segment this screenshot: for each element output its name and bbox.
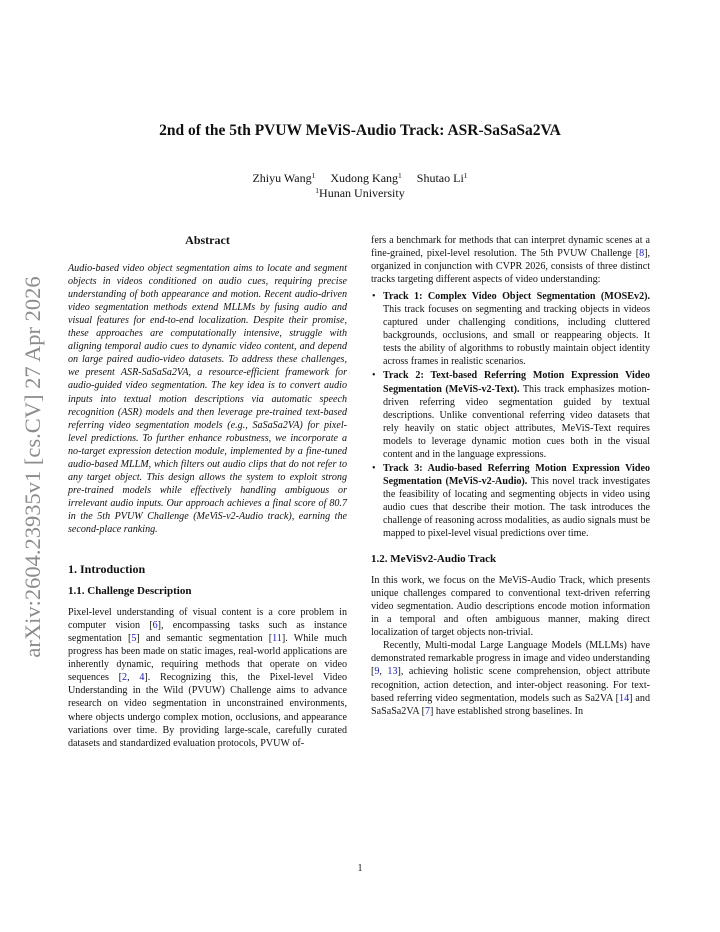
author: Shutao Li$^1$ xyxy=(416,171,468,185)
left-column xyxy=(68,234,347,750)
citation-link[interactable]: 6 xyxy=(152,620,158,632)
citation-link[interactable]: 9 xyxy=(374,666,380,678)
citation-link[interactable]: 8 xyxy=(639,248,645,260)
author: Zhiyu Wang$^1$ xyxy=(252,171,316,185)
abstract-text: Audio-based video object segmentation aims to locate and segment objects in videos conditioned on audio cues, requiring precise understanding of both appearance and motion. Recent audio-driven video segmentation methods extend MLLMs by fusing audio and visual features for end-to-end localization. Despite their promise, these approaches are computationally intensive, struggle with aligning temporal audio cues to dynamic video content, and depend on large paired audio-video datasets. To address these challenges, we present ASR-SaSaSa2VA, a resource-efficient framework for audio-guided video segmentation. The key idea is to convert audio inputs into textual motion descriptions via automatic speech recognition (ASR) models and then leverage pre-trained text-based referring video segmentation models (e.g., SaSaSa2VA) for pixel-level predictions. To further enhance robustness, we incorporate a no-target expression detection module, implemented by a fine-tuned audio-based MLLM, which filters out audio clips that do not refer to any target object. This design allows the system to exploit strong pre-trained models while effectively handling ambiguous or irrelevant audio inputs. Our approach achieves a final score of 80.7 in the 5th PVUW Challenge (MeViS-v2-Audio track), earning the second-place ranking. xyxy=(68,263,347,535)
track-description: This novel track investigates the feasibility of locating and segmenting objects in video using audio cues that describe their motion. The task introduces the challenge of reasoning across modalities, as audio signals must be mapped to pixel-level visual predictions over time. xyxy=(383,475,651,540)
citation-link[interactable]: 13 xyxy=(387,666,398,678)
citation-link[interactable]: 5 xyxy=(131,633,137,645)
author: Xudong Kang$^1$ xyxy=(330,171,402,185)
track-item xyxy=(371,369,650,460)
track-description: This track focuses on segmenting and tracking objects in videos captured under challenging conditions, including cluttered backgrounds, occlusions, and small or reappearing objects. It tests the ability of algorithms to robustly maintain object identity across frames in realistic scenarios. xyxy=(383,304,650,368)
track-description: This track emphasizes motion-driven referring video segmentation guided by textual descriptions. Unlike conventional referring video datasets that rely heavily on static object attributes, MeViS-Text requires models to leverage dynamic motion cues both in the visual content and in the language expressions. xyxy=(383,383,650,460)
bullet: • xyxy=(372,291,376,303)
track-title: Track 3: Audio-based Referring Motion Expression Video Segmentation (MeViS-v2-Audio). xyxy=(383,462,650,487)
bullet: • xyxy=(372,370,376,382)
arxiv-stamp-text: arXiv:2604.23935v1 [cs.CV] 27 Apr 2026 xyxy=(20,276,45,658)
abstract-heading: Abstract xyxy=(185,233,230,247)
challenge-track-list xyxy=(371,290,650,540)
affiliation: $^1$Hunan University xyxy=(315,186,405,200)
track-title: Track 1: Complex Video Object Segmentation (MOSEv2). xyxy=(383,291,650,303)
citation-link[interactable]: 2 xyxy=(122,672,128,684)
section-heading-introduction: 1. Introduction xyxy=(68,562,146,577)
author-list xyxy=(0,171,720,186)
citation-link[interactable]: 14 xyxy=(619,692,630,704)
subsection-heading-audio-track: 1.2. MeViSv2-Audio Track xyxy=(371,553,497,566)
mllm-paragraph: Recently, Multi-modal Large Language Models (MLLMs) have demonstrated remarkable progress in image and video understanding [9, 13], achieving holistic scene comprehension, object attribute recognition, action detection, and inter-object reasoning. For text-based referring video segmentation, models such as Sa2VA [14] and SaSaSa2VA [7] have established strong baselines. In xyxy=(371,640,651,717)
affiliation-mark: 1 xyxy=(311,171,316,180)
arxiv-identifier-stamp xyxy=(20,258,46,676)
affiliation-mark: 1 xyxy=(398,171,402,180)
intro-paragraph-continued: fers a benchmark for methods that can interpret dynamic scenes at a fine-grained, pixel-level resolution. The 5th PVUW Challenge [8], organized in conjunction with CVPR 2026, consists of three distinct tracks targeting different aspects of video understanding: xyxy=(371,235,650,286)
citation-link[interactable]: 11 xyxy=(272,633,282,645)
page-number: 1 xyxy=(357,863,363,874)
affiliation-mark: 1 xyxy=(463,171,468,180)
track-title: Track 2: Text-based Referring Motion Expression Video Segmentation (MeViS-v2-Text). xyxy=(383,370,650,395)
track-item xyxy=(371,462,650,540)
track-item xyxy=(371,290,650,368)
citation-link[interactable]: 7 xyxy=(424,705,430,717)
right-column xyxy=(371,234,650,718)
subsection-heading-challenge: 1.1. Challenge Description xyxy=(68,585,192,598)
citation-link[interactable]: 4 xyxy=(139,672,145,684)
author-block xyxy=(0,171,720,201)
paper-title: 2nd of the 5th PVUW MeViS-Audio Track: ASR-SaSaSa2VA xyxy=(159,122,561,139)
bullet: • xyxy=(372,462,376,474)
intro-paragraph: Pixel-level understanding of visual content is a core problem in computer vision [6], encompassing tasks such as instance segmentation [5] and semantic segmentation [11]. While much progress has been made on static images, real-world applications are inherently dynamic, requiring methods that operate on video sequences [2, 4]. Recognizing this, the Pixel-level Video Understanding in the Wild (PVUW) Challenge aims to advance research on video segmentation in unconstrained environments, where objects undergo complex motion, occlusions, and appearance variations over time. By providing large-scale, carefully curated datasets and standardized evaluation protocols, PVUW of- xyxy=(68,607,347,749)
audio-track-paragraph: In this work, we focus on the MeViS-Audio Track, which presents unique challenges compared to conventional text-driven referring video segmentation. Audio descriptions encode motion information in a temporal and often ambiguous manner, making direct localization of target objects non-trivial. xyxy=(371,575,650,639)
